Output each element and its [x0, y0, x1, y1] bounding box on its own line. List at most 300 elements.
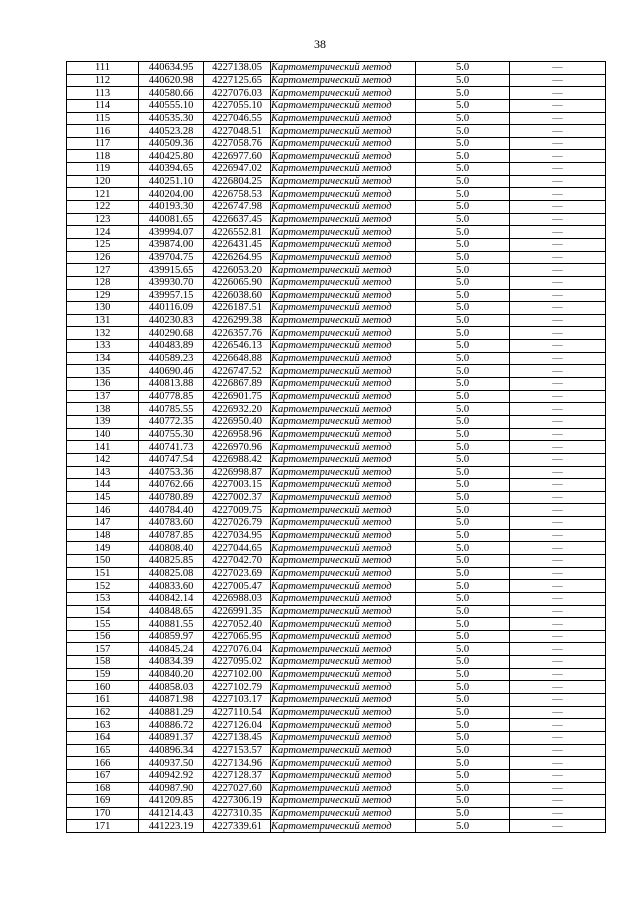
table-row — [67, 390, 606, 403]
y-coordinate-cell: 4227027.60 — [204, 782, 271, 795]
method-cell: Картометрический метод — [271, 340, 416, 353]
accuracy-cell: 5.0 — [416, 314, 510, 327]
y-coordinate-cell: 4226867.89 — [204, 378, 271, 391]
table-row — [67, 99, 606, 112]
page-number: 38 — [314, 37, 326, 51]
note-cell: — — [510, 542, 606, 555]
y-coordinate-cell: 4227002.37 — [204, 491, 271, 504]
point-number-cell: 119 — [67, 163, 139, 176]
point-number-cell: 111 — [67, 62, 139, 75]
method-cell: Картометрический метод — [271, 163, 416, 176]
method-cell: Картометрический метод — [271, 668, 416, 681]
note-cell: — — [510, 466, 606, 479]
point-number-cell: 121 — [67, 188, 139, 201]
method-cell: Картометрический метод — [271, 352, 416, 365]
table-row — [67, 769, 606, 782]
accuracy-cell: 5.0 — [416, 605, 510, 618]
y-coordinate-cell: 4227058.76 — [204, 137, 271, 150]
accuracy-cell: 5.0 — [416, 504, 510, 517]
method-cell: Картометрический метод — [271, 681, 416, 694]
table-row — [67, 567, 606, 580]
table-row — [67, 466, 606, 479]
x-coordinate-cell: 439994.07 — [139, 226, 204, 239]
method-cell: Картометрический метод — [271, 605, 416, 618]
accuracy-cell: 5.0 — [416, 491, 510, 504]
point-number-cell: 142 — [67, 453, 139, 466]
x-coordinate-cell: 440848.65 — [139, 605, 204, 618]
point-number-cell: 129 — [67, 289, 139, 302]
point-number-cell: 163 — [67, 719, 139, 732]
method-cell: Картометрический метод — [271, 694, 416, 707]
y-coordinate-cell: 4226747.98 — [204, 201, 271, 214]
accuracy-cell: 5.0 — [416, 390, 510, 403]
note-cell: — — [510, 504, 606, 517]
x-coordinate-cell: 440840.20 — [139, 668, 204, 681]
y-coordinate-cell: 4226901.75 — [204, 390, 271, 403]
method-cell: Картометрический метод — [271, 365, 416, 378]
table-row — [67, 327, 606, 340]
accuracy-cell: 5.0 — [416, 517, 510, 530]
method-cell: Картометрический метод — [271, 769, 416, 782]
method-cell: Картометрический метод — [271, 592, 416, 605]
method-cell: Картометрический метод — [271, 428, 416, 441]
y-coordinate-cell: 4227055.10 — [204, 99, 271, 112]
x-coordinate-cell: 440825.85 — [139, 554, 204, 567]
accuracy-cell: 5.0 — [416, 428, 510, 441]
method-cell: Картометрический метод — [271, 441, 416, 454]
accuracy-cell: 5.0 — [416, 378, 510, 391]
note-cell: — — [510, 188, 606, 201]
table-row — [67, 150, 606, 163]
accuracy-cell: 5.0 — [416, 238, 510, 251]
table-row — [67, 137, 606, 150]
y-coordinate-cell: 4227076.04 — [204, 643, 271, 656]
method-cell: Картометрический метод — [271, 99, 416, 112]
point-number-cell: 162 — [67, 706, 139, 719]
y-coordinate-cell: 4226187.51 — [204, 302, 271, 315]
table-row — [67, 605, 606, 618]
accuracy-cell: 5.0 — [416, 731, 510, 744]
method-cell: Картометрический метод — [271, 706, 416, 719]
note-cell: — — [510, 403, 606, 416]
note-cell: — — [510, 807, 606, 820]
accuracy-cell: 5.0 — [416, 630, 510, 643]
method-cell: Картометрический метод — [271, 415, 416, 428]
accuracy-cell: 5.0 — [416, 668, 510, 681]
note-cell: — — [510, 681, 606, 694]
x-coordinate-cell: 440535.30 — [139, 112, 204, 125]
accuracy-cell: 5.0 — [416, 706, 510, 719]
table-row — [67, 820, 606, 833]
x-coordinate-cell: 440987.90 — [139, 782, 204, 795]
point-number-cell: 131 — [67, 314, 139, 327]
point-number-cell: 139 — [67, 415, 139, 428]
note-cell: — — [510, 276, 606, 289]
table-row — [67, 668, 606, 681]
accuracy-cell: 5.0 — [416, 580, 510, 593]
accuracy-cell: 5.0 — [416, 276, 510, 289]
note-cell: — — [510, 99, 606, 112]
point-number-cell: 171 — [67, 820, 139, 833]
accuracy-cell: 5.0 — [416, 554, 510, 567]
x-coordinate-cell: 440787.85 — [139, 529, 204, 542]
note-cell: — — [510, 289, 606, 302]
x-coordinate-cell: 440755.30 — [139, 428, 204, 441]
table-row — [67, 289, 606, 302]
note-cell: — — [510, 605, 606, 618]
note-cell: — — [510, 428, 606, 441]
y-coordinate-cell: 4227048.51 — [204, 125, 271, 138]
note-cell: — — [510, 820, 606, 833]
note-cell: — — [510, 441, 606, 454]
y-coordinate-cell: 4226988.42 — [204, 453, 271, 466]
note-cell: — — [510, 125, 606, 138]
point-number-cell: 141 — [67, 441, 139, 454]
x-coordinate-cell: 440942.92 — [139, 769, 204, 782]
method-cell: Картометрический метод — [271, 567, 416, 580]
note-cell: — — [510, 618, 606, 631]
x-coordinate-cell: 440425.80 — [139, 150, 204, 163]
method-cell: Картометрический метод — [271, 630, 416, 643]
note-cell: — — [510, 769, 606, 782]
note-cell: — — [510, 201, 606, 214]
point-number-cell: 170 — [67, 807, 139, 820]
accuracy-cell: 5.0 — [416, 769, 510, 782]
method-cell: Картометрический метод — [271, 314, 416, 327]
note-cell: — — [510, 87, 606, 100]
point-number-cell: 128 — [67, 276, 139, 289]
note-cell: — — [510, 731, 606, 744]
note-cell: — — [510, 706, 606, 719]
table-row — [67, 719, 606, 732]
y-coordinate-cell: 4226991.35 — [204, 605, 271, 618]
point-number-cell: 151 — [67, 567, 139, 580]
note-cell: — — [510, 554, 606, 567]
accuracy-cell: 5.0 — [416, 365, 510, 378]
note-cell: — — [510, 62, 606, 75]
point-number-cell: 118 — [67, 150, 139, 163]
point-number-cell: 130 — [67, 302, 139, 315]
note-cell: — — [510, 226, 606, 239]
method-cell: Картометрический метод — [271, 302, 416, 315]
note-cell: — — [510, 238, 606, 251]
x-coordinate-cell: 440842.14 — [139, 592, 204, 605]
table-row — [67, 807, 606, 820]
accuracy-cell: 5.0 — [416, 656, 510, 669]
method-cell: Картометрический метод — [271, 504, 416, 517]
x-coordinate-cell: 440784.40 — [139, 504, 204, 517]
method-cell: Картометрический метод — [271, 137, 416, 150]
table-row — [67, 175, 606, 188]
method-cell: Картометрический метод — [271, 289, 416, 302]
x-coordinate-cell: 440580.66 — [139, 87, 204, 100]
x-coordinate-cell: 440290.68 — [139, 327, 204, 340]
note-cell: — — [510, 630, 606, 643]
accuracy-cell: 5.0 — [416, 694, 510, 707]
accuracy-cell: 5.0 — [416, 302, 510, 315]
table-row — [67, 453, 606, 466]
point-number-cell: 125 — [67, 238, 139, 251]
y-coordinate-cell: 4227339.61 — [204, 820, 271, 833]
point-number-cell: 159 — [67, 668, 139, 681]
x-coordinate-cell: 440620.98 — [139, 74, 204, 87]
table-row — [67, 643, 606, 656]
table-row — [67, 276, 606, 289]
y-coordinate-cell: 4227052.40 — [204, 618, 271, 631]
accuracy-cell: 5.0 — [416, 415, 510, 428]
y-coordinate-cell: 4226947.02 — [204, 163, 271, 176]
table-row — [67, 125, 606, 138]
y-coordinate-cell: 4226804.25 — [204, 175, 271, 188]
x-coordinate-cell: 440753.36 — [139, 466, 204, 479]
y-coordinate-cell: 4227125.65 — [204, 74, 271, 87]
note-cell: — — [510, 365, 606, 378]
accuracy-cell: 5.0 — [416, 289, 510, 302]
accuracy-cell: 5.0 — [416, 226, 510, 239]
point-number-cell: 143 — [67, 466, 139, 479]
method-cell: Картометрический метод — [271, 238, 416, 251]
accuracy-cell: 5.0 — [416, 592, 510, 605]
table-row — [67, 656, 606, 669]
method-cell: Картометрический метод — [271, 403, 416, 416]
method-cell: Картометрический метод — [271, 719, 416, 732]
method-cell: Картометрический метод — [271, 264, 416, 277]
table-row — [67, 694, 606, 707]
table-row — [67, 62, 606, 75]
point-number-cell: 124 — [67, 226, 139, 239]
method-cell: Картометрический метод — [271, 390, 416, 403]
table-row — [67, 580, 606, 593]
y-coordinate-cell: 4226958.96 — [204, 428, 271, 441]
x-coordinate-cell: 440555.10 — [139, 99, 204, 112]
point-number-cell: 149 — [67, 542, 139, 555]
table-row — [67, 479, 606, 492]
x-coordinate-cell: 440690.46 — [139, 365, 204, 378]
x-coordinate-cell: 440634.95 — [139, 62, 204, 75]
method-cell: Картометрический метод — [271, 226, 416, 239]
x-coordinate-cell: 440881.55 — [139, 618, 204, 631]
accuracy-cell: 5.0 — [416, 188, 510, 201]
note-cell: — — [510, 302, 606, 315]
x-coordinate-cell: 440081.65 — [139, 213, 204, 226]
method-cell: Картометрический метод — [271, 795, 416, 808]
y-coordinate-cell: 4227023.69 — [204, 567, 271, 580]
point-number-cell: 152 — [67, 580, 139, 593]
accuracy-cell: 5.0 — [416, 453, 510, 466]
method-cell: Картометрический метод — [271, 453, 416, 466]
table-row — [67, 201, 606, 214]
point-number-cell: 169 — [67, 795, 139, 808]
note-cell: — — [510, 668, 606, 681]
y-coordinate-cell: 4227042.70 — [204, 554, 271, 567]
accuracy-cell: 5.0 — [416, 175, 510, 188]
point-number-cell: 161 — [67, 694, 139, 707]
y-coordinate-cell: 4226758.53 — [204, 188, 271, 201]
point-number-cell: 150 — [67, 554, 139, 567]
x-coordinate-cell: 440762.66 — [139, 479, 204, 492]
note-cell: — — [510, 251, 606, 264]
point-number-cell: 113 — [67, 87, 139, 100]
table-row — [67, 504, 606, 517]
method-cell: Картометрический метод — [271, 112, 416, 125]
x-coordinate-cell: 440886.72 — [139, 719, 204, 732]
x-coordinate-cell: 439915.65 — [139, 264, 204, 277]
note-cell: — — [510, 694, 606, 707]
method-cell: Картометрический метод — [271, 378, 416, 391]
accuracy-cell: 5.0 — [416, 744, 510, 757]
note-cell: — — [510, 352, 606, 365]
accuracy-cell: 5.0 — [416, 643, 510, 656]
accuracy-cell: 5.0 — [416, 150, 510, 163]
table-row — [67, 314, 606, 327]
method-cell: Картометрический метод — [271, 542, 416, 555]
note-cell: — — [510, 757, 606, 770]
note-cell: — — [510, 479, 606, 492]
table-row — [67, 592, 606, 605]
x-coordinate-cell: 440780.89 — [139, 491, 204, 504]
y-coordinate-cell: 4226264.95 — [204, 251, 271, 264]
table-row — [67, 795, 606, 808]
point-number-cell: 157 — [67, 643, 139, 656]
method-cell: Картометрический метод — [271, 276, 416, 289]
point-number-cell: 155 — [67, 618, 139, 631]
point-number-cell: 165 — [67, 744, 139, 757]
x-coordinate-cell: 440783.60 — [139, 517, 204, 530]
method-cell: Картометрический метод — [271, 466, 416, 479]
point-number-cell: 167 — [67, 769, 139, 782]
x-coordinate-cell: 439874.00 — [139, 238, 204, 251]
note-cell: — — [510, 163, 606, 176]
accuracy-cell: 5.0 — [416, 251, 510, 264]
table-row — [67, 618, 606, 631]
y-coordinate-cell: 4227138.45 — [204, 731, 271, 744]
y-coordinate-cell: 4226637.45 — [204, 213, 271, 226]
table-row — [67, 251, 606, 264]
y-coordinate-cell: 4226648.88 — [204, 352, 271, 365]
table-row — [67, 302, 606, 315]
point-number-cell: 126 — [67, 251, 139, 264]
y-coordinate-cell: 4227046.55 — [204, 112, 271, 125]
y-coordinate-cell: 4226038.60 — [204, 289, 271, 302]
method-cell: Картометрический метод — [271, 517, 416, 530]
table-row — [67, 542, 606, 555]
x-coordinate-cell: 440589.23 — [139, 352, 204, 365]
note-cell: — — [510, 592, 606, 605]
table-row — [67, 529, 606, 542]
point-number-cell: 117 — [67, 137, 139, 150]
note-cell: — — [510, 580, 606, 593]
x-coordinate-cell: 440230.83 — [139, 314, 204, 327]
y-coordinate-cell: 4226552.81 — [204, 226, 271, 239]
y-coordinate-cell: 4227009.75 — [204, 504, 271, 517]
table-row — [67, 188, 606, 201]
x-coordinate-cell: 440858.03 — [139, 681, 204, 694]
accuracy-cell: 5.0 — [416, 352, 510, 365]
note-cell: — — [510, 213, 606, 226]
point-number-cell: 158 — [67, 656, 139, 669]
table-row — [67, 415, 606, 428]
accuracy-cell: 5.0 — [416, 327, 510, 340]
x-coordinate-cell: 440204.00 — [139, 188, 204, 201]
accuracy-cell: 5.0 — [416, 74, 510, 87]
x-coordinate-cell: 440825.08 — [139, 567, 204, 580]
table-row — [67, 441, 606, 454]
x-coordinate-cell: 440845.24 — [139, 643, 204, 656]
y-coordinate-cell: 4226988.03 — [204, 592, 271, 605]
point-number-cell: 153 — [67, 592, 139, 605]
point-number-cell: 147 — [67, 517, 139, 530]
method-cell: Картометрический метод — [271, 618, 416, 631]
point-number-cell: 168 — [67, 782, 139, 795]
point-number-cell: 156 — [67, 630, 139, 643]
note-cell: — — [510, 390, 606, 403]
x-coordinate-cell: 440937.50 — [139, 757, 204, 770]
note-cell: — — [510, 719, 606, 732]
method-cell: Картометрический метод — [271, 150, 416, 163]
method-cell: Картометрический метод — [271, 744, 416, 757]
point-number-cell: 137 — [67, 390, 139, 403]
point-number-cell: 138 — [67, 403, 139, 416]
note-cell: — — [510, 517, 606, 530]
accuracy-cell: 5.0 — [416, 567, 510, 580]
x-coordinate-cell: 440891.37 — [139, 731, 204, 744]
method-cell: Картометрический метод — [271, 327, 416, 340]
table-row — [67, 163, 606, 176]
method-cell: Картометрический метод — [271, 479, 416, 492]
y-coordinate-cell: 4226546.13 — [204, 340, 271, 353]
y-coordinate-cell: 4227102.00 — [204, 668, 271, 681]
coordinates-table — [66, 61, 606, 833]
x-coordinate-cell: 440778.85 — [139, 390, 204, 403]
note-cell: — — [510, 782, 606, 795]
x-coordinate-cell: 440523.28 — [139, 125, 204, 138]
accuracy-cell: 5.0 — [416, 466, 510, 479]
note-cell: — — [510, 327, 606, 340]
x-coordinate-cell: 439930.70 — [139, 276, 204, 289]
note-cell: — — [510, 314, 606, 327]
y-coordinate-cell: 4227126.04 — [204, 719, 271, 732]
note-cell: — — [510, 656, 606, 669]
note-cell: — — [510, 415, 606, 428]
accuracy-cell: 5.0 — [416, 99, 510, 112]
y-coordinate-cell: 4227134.96 — [204, 757, 271, 770]
table-row — [67, 428, 606, 441]
table-row — [67, 630, 606, 643]
point-number-cell: 164 — [67, 731, 139, 744]
point-number-cell: 136 — [67, 378, 139, 391]
method-cell: Картометрический метод — [271, 643, 416, 656]
y-coordinate-cell: 4226998.87 — [204, 466, 271, 479]
method-cell: Картометрический метод — [271, 175, 416, 188]
y-coordinate-cell: 4227076.03 — [204, 87, 271, 100]
x-coordinate-cell: 440813.88 — [139, 378, 204, 391]
note-cell: — — [510, 453, 606, 466]
y-coordinate-cell: 4226065.90 — [204, 276, 271, 289]
y-coordinate-cell: 4227310.35 — [204, 807, 271, 820]
y-coordinate-cell: 4227003.15 — [204, 479, 271, 492]
accuracy-cell: 5.0 — [416, 542, 510, 555]
x-coordinate-cell: 440785.55 — [139, 403, 204, 416]
point-number-cell: 123 — [67, 213, 139, 226]
point-number-cell: 145 — [67, 491, 139, 504]
y-coordinate-cell: 4227306.19 — [204, 795, 271, 808]
x-coordinate-cell: 440747.54 — [139, 453, 204, 466]
accuracy-cell: 5.0 — [416, 163, 510, 176]
x-coordinate-cell: 440808.40 — [139, 542, 204, 555]
method-cell: Картометрический метод — [271, 74, 416, 87]
accuracy-cell: 5.0 — [416, 441, 510, 454]
method-cell: Картометрический метод — [271, 251, 416, 264]
